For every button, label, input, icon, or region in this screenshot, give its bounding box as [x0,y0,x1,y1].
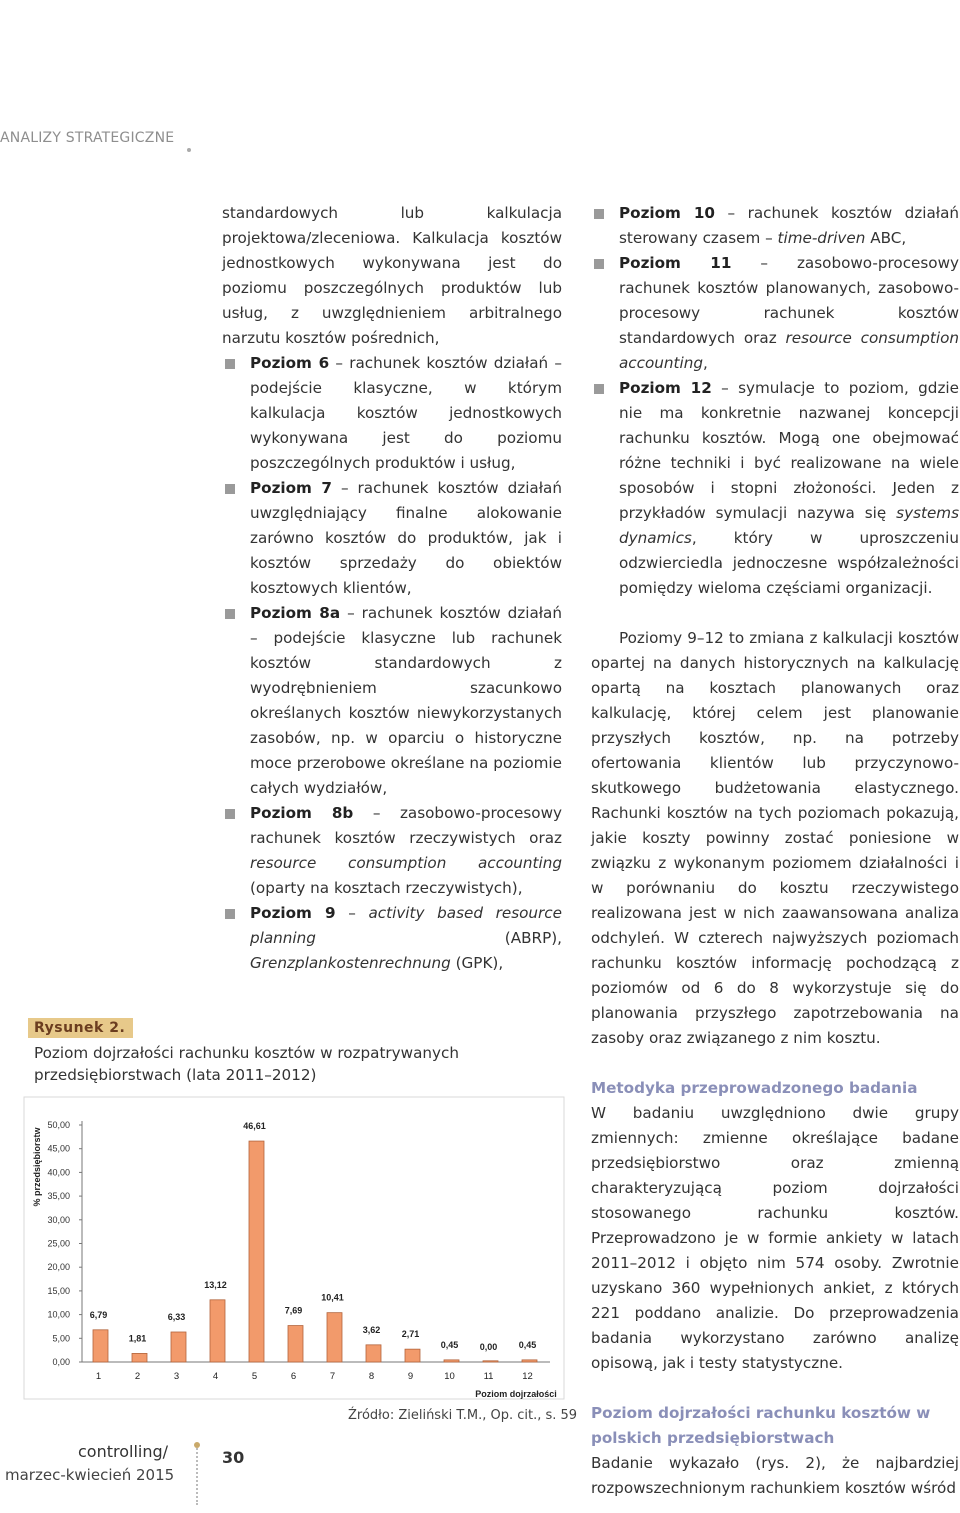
x-axis-title: Poziom dojrzałości [475,1389,557,1399]
figure-caption: Poziom dojrzałości rachunku kosztów w rozpatrywanych przedsiębiorstwach (lata 2011–2012) [34,1044,459,1084]
level-title: Poziom 6 [250,354,330,372]
data-label-9: 2,71 [401,1329,420,1340]
col2-level-list [591,201,959,601]
bar-4 [210,1300,225,1362]
column-right [591,201,959,1501]
levels-9-12-paragraph: Poziomy 9–12 to zmiana z kalkulacji kosztów opartej na danych historycznych na kalkulację opartą na kosztach planowanych oraz kalkulację, której celem jest planowanie przyszłych kosztów, np. na potrzeby ofertowania klientów lub przyczynowo-skutkowego budżetowania elastycznego. Rachunki kosztów na tych poziomach pokazują, jakie koszty powinny zostać poniesione w związku z wykonanym poziomem działalności i w porównaniu do kosztu rzeczywistego realizowana jest w nich zaawansowana analiza odchyleń. W czterech najwyższych poziomach rachunku kosztów informację pochodzącą z poziomów od 6 do 8 wykorzystuje się do planowania przyszłego zapotrzebowania na zasoby oraz związanego z nim kosztu. [591,629,959,1047]
list-item-level-12 [591,376,959,601]
bar-3 [171,1332,186,1362]
section-heading-maturity: Poziom dojrzałości rachunku kosztów w polskich przedsiębiorstwach [591,1404,931,1447]
bullet-icon [225,359,235,369]
y-tick-label: 40,00 [47,1167,70,1178]
bullet-icon [594,259,604,269]
figure-label: Rysunek 2. [28,1018,133,1038]
bar-1 [93,1330,108,1362]
y-tick-label: 5,00 [52,1333,70,1344]
x-tick-label: 4 [212,1371,219,1382]
bullet-icon [594,209,604,219]
list-item-level-10 [591,201,959,251]
x-tick-label: 7 [329,1371,336,1382]
methodology-paragraph: W badaniu uwzględniono dwie grupy zmiennych: zmienne określające badane przedsiębiorstwo oraz zmienną charakteryzującą poziom dojrzałości stosowanego rachunku kosztów. Przeprowadzono je w formie ankiety w latach 2011–2012 i objęto nim 574 osoby. Zwrotnie uzyskano 360 wypełnionych ankiet, z których 221 poddano analizie. Do przeprowadzenia badania wykorzystano zarówno analizę opisową, jak i testy statystyczne. [591,1104,959,1372]
bar-10 [444,1360,459,1362]
page-number: 30 [222,1448,245,1467]
level-text: – rachunek kosztów działań – podejście klasyczne lub rachunek kosztów standardowych z wyodrębnieniem szacunkowo określanych kosztów niewykorzystanych zasobów, np. w oparciu o historyczne moce przerobowe określane na poziomie całych wydziałów, [250,604,562,797]
running-title: ANALIZY STRATEGICZNE [0,130,175,146]
footer-journal: controlling/ [78,1442,169,1461]
header-dot [187,148,191,152]
figure-block [28,1017,568,1086]
y-tick-label: 30,00 [47,1214,70,1225]
bar-11 [483,1361,498,1362]
bar-7 [327,1313,342,1362]
section-heading-methodology: Metodyka przeprowadzonego badania [591,1079,918,1097]
level-text: – symulacje to poziom, gdzie nie ma konkretnie nazwanej koncepcji rachunku kosztów. Mogą one obejmować różne techniki i być realizowane na wiele sposobów i stopni złożoności. Jeden z przykładów symulacji nazywa się [619,379,959,522]
y-tick-label: 10,00 [47,1309,70,1320]
level-text-end: (GPK), [450,954,504,972]
bar-12 [522,1360,537,1362]
x-tick-label: 9 [407,1371,414,1382]
x-tick-label: 1 [95,1371,102,1382]
level-title: Poziom 8a [250,604,341,622]
list-item-level-7 [222,476,562,601]
level-term: systems dynamics [619,504,959,547]
col1-lead-paragraph: standardowych lub kalkulacja projektowa/zleceniowa. Kalkulacja kosztów jednostkowych wykonywana jest do poziomu poszczególnych produktów lub usług, z uwzględnieniem arbitralnego narzutu kosztów pośrednich, [222,204,562,347]
bullet-icon [225,909,235,919]
figure-source: Źródło: Zieliński T.M., Op. cit., s. 59 [348,1408,578,1423]
level-text: – rachunek kosztów działań sterowany czasem – [619,204,960,247]
data-label-8: 3,62 [362,1324,381,1335]
col1-level-list [222,351,562,976]
bar-chart [0,1095,580,1405]
level-title: Poziom 12 [619,379,712,397]
level-text: – [335,904,369,922]
column-left [222,201,562,976]
data-label-10: 0,45 [440,1339,459,1350]
y-tick-label: 25,00 [47,1238,70,1249]
level-text-end: ABC, [865,229,907,247]
footer-dot [194,1442,200,1448]
bullet-icon [225,609,235,619]
x-tick-label: 8 [368,1371,375,1382]
bullet-icon [225,484,235,494]
data-label-12: 0,45 [518,1339,537,1350]
level-term: resource consumption accounting [619,329,959,372]
data-label-5: 46,61 [243,1121,266,1132]
level-term: activity based resource planning [250,904,562,947]
x-tick-label: 10 [444,1371,455,1382]
x-tick-label: 12 [522,1371,533,1382]
level-text: – rachunek kosztów działań – podejście klasyczne, w którym kalkulacja kosztów jednostkowych wykonywana jest do poziomu poszczególnych produktów i usług, [250,354,562,472]
bar-5 [249,1141,264,1362]
bar-2 [132,1353,147,1362]
level-title: Poziom 8b [250,804,354,822]
footer-issue: marzec-kwiecień 2015 [5,1466,175,1484]
x-tick-label: 3 [173,1371,180,1382]
data-label-2: 1,81 [128,1333,147,1344]
x-tick-label: 2 [134,1371,141,1382]
y-axis-title: % przedsiębiorstw [32,1127,42,1207]
x-tick-label: 6 [290,1371,297,1382]
x-tick-label: 5 [251,1371,258,1382]
bullet-icon [225,809,235,819]
list-item-level-8a [222,601,562,801]
data-label-7: 10,41 [321,1292,344,1303]
data-label-1: 6,79 [89,1309,108,1320]
level-text-mid: (ABRP), [315,929,562,947]
bullet-icon [594,384,604,394]
level-text-end: (oparty na kosztach rzeczywistych), [250,879,523,897]
list-item-level-8b [222,801,562,901]
y-tick-label: 45,00 [47,1143,70,1154]
y-tick-label: 35,00 [47,1191,70,1202]
y-tick-label: 20,00 [47,1262,70,1273]
level-term-2: Grenzplankostenrechnung [250,954,451,972]
list-item-level-9 [222,901,562,976]
data-label-3: 6,33 [167,1311,186,1322]
level-text: – zasobowo-procesowy rachunek kosztów planowanych, zasobowo-procesowy rachunek kosztów standardowych oraz [619,254,959,347]
level-term: resource consumption accounting [250,854,562,872]
level-text: – rachunek kosztów działań uwzględniający finalne alokowanie zarówno kosztów do produktów, jak i kosztów sprzedaży do obiektów kosztowych klientów, [250,479,562,597]
data-label-11: 0,00 [479,1342,498,1352]
x-tick-label: 11 [483,1371,494,1382]
list-item-level-6 [222,351,562,476]
level-title: Poziom 7 [250,479,332,497]
bar-6 [288,1326,303,1362]
bar-9 [405,1349,420,1362]
bar-8 [366,1345,381,1362]
list-item-level-11 [591,251,959,376]
level-text: – zasobowo-procesowy rachunek kosztów rzeczywistych oraz [250,804,562,847]
maturity-paragraph: Badanie wykazało (rys. 2), że najbardziej rozpowszechnionym rachunkiem kosztów wśród [591,1454,959,1497]
level-title: Poziom 10 [619,204,715,222]
y-tick-label: 15,00 [47,1285,70,1296]
data-label-4: 13,12 [204,1279,227,1290]
y-tick-label: 0,00 [52,1357,70,1367]
level-title: Poziom 11 [619,254,732,272]
level-text-end: , który w uproszczeniu odzwierciedla jednoczesne współzależności pomiędzy wieloma częściami organizacji. [619,529,959,597]
level-term: time-driven [777,229,866,247]
y-tick-label: 50,00 [47,1120,70,1130]
footer-divider [196,1445,198,1505]
level-text-end: , [703,354,708,372]
level-title: Poziom 9 [250,904,336,922]
data-label-6: 7,69 [284,1305,303,1316]
